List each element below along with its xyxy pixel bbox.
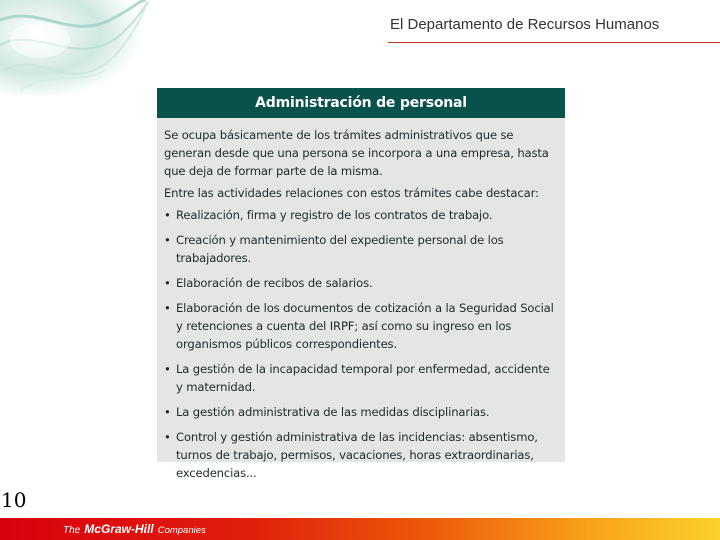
list-item [164,403,559,421]
card-heading: Administración de personal [157,88,565,118]
page-title: El Departamento de Recursos Humanos [390,16,660,33]
list-item [164,274,559,292]
publisher-logo [63,522,206,536]
bullet-icon: • [164,405,171,419]
card-intro: Se ocupa básicamente de los trámites administrativos que se generan desde que una persona se incorpora a una empresa, hasta que deja de formar parte de la misma. [164,128,549,178]
decorative-swirl-graphic [0,0,150,95]
header-divider [388,42,720,43]
list-item-text: Elaboración de recibos de salarios. [176,276,373,290]
list-item-text: Realización, firma y registro de los contratos de trabajo. [176,208,493,222]
list-item-text: La gestión administrativa de las medidas disciplinarias. [176,405,490,419]
bullet-icon: • [164,301,171,315]
slide-number: 10 [1,488,27,512]
logo-prefix: The [63,525,81,536]
list-item-text: La gestión de la incapacidad temporal por enfermedad, accidente y maternidad. [176,362,550,394]
bullet-icon: • [164,208,171,222]
bullet-icon: • [164,362,171,376]
list-item [164,360,559,396]
list-item-text: Control y gestión administrativa de las incidencias: absentismo, turnos de trabajo, permisos, vacaciones, horas extraordinarias, excedencias... [176,430,538,480]
logo-suffix: Companies [157,525,206,536]
list-item [164,299,559,353]
footer-bar [0,518,720,540]
bullet-icon: • [164,430,171,444]
list-item-text: Creación y mantenimiento del expediente personal de los trabajadores. [176,233,504,265]
bullet-icon: • [164,276,171,290]
content-card [157,88,565,480]
logo-brand: McGraw-Hill [84,522,154,536]
card-lead: Entre las actividades relaciones con estos trámites cabe destacar: [164,186,539,200]
card-body [157,118,565,482]
list-item [164,231,559,267]
activity-list [164,206,559,482]
list-item [164,206,559,224]
list-item [164,428,559,482]
bullet-icon: • [164,233,171,247]
list-item-text: Elaboración de los documentos de cotización a la Seguridad Social y retenciones a cuenta del IRPF; así como su ingreso en los organismos públicos correspondientes. [176,301,554,351]
